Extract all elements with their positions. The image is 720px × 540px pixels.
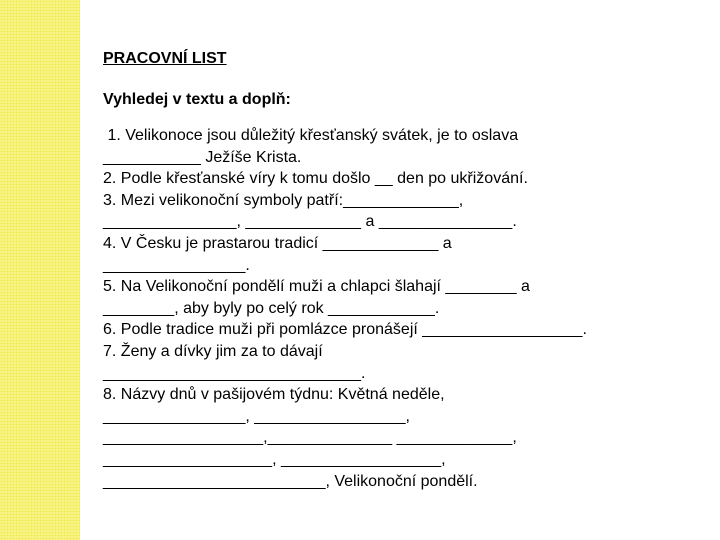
- question-line: 6. Podle tradice muži při pomlázce pronášejí __________________.: [103, 321, 587, 339]
- worksheet: [103, 48, 703, 492]
- question-line: __________________,______________ _____________,: [103, 429, 517, 447]
- question-line: ________, aby byly po celý rok ____________.: [103, 299, 440, 317]
- question-line: 5. Na Velikonoční pondělí muži a chlapci šlahají ________ a: [103, 278, 530, 296]
- question-line: 1. Velikonoce jsou důležitý křesťanský svátek, je to oslava: [103, 127, 519, 144]
- question-line: 8. Názvy dnů v pašijovém týdnu: Květná neděle,: [103, 386, 445, 404]
- question-line: ________________.: [103, 256, 250, 274]
- question-line: _____________________________.: [103, 364, 366, 382]
- question-line: _______________, _____________ a _______________.: [103, 213, 517, 231]
- worksheet-title: PRACOVNÍ LIST: [103, 50, 227, 67]
- decorative-side-stripe: [0, 0, 80, 540]
- question-line: ________________, _________________,: [103, 407, 410, 425]
- question-line: 4. V Česku je prastarou tradicí _____________ a: [103, 234, 452, 252]
- worksheet-instruction: Vyhledej v textu a doplň:: [103, 91, 291, 108]
- question-line: 2. Podle křesťanské víry k tomu došlo __ den po ukřižování.: [103, 170, 528, 188]
- question-line: 3. Mezi velikonoční symboly patří:_____________,: [103, 191, 464, 209]
- question-line: _________________________, Velikonoční pondělí.: [103, 472, 478, 490]
- worksheet-questions: [103, 125, 703, 492]
- question-line: ___________ Ježíše Krista.: [103, 148, 302, 166]
- question-line: ___________________, __________________,: [103, 450, 446, 468]
- question-line: 7. Ženy a dívky jim za to dávají: [103, 342, 323, 360]
